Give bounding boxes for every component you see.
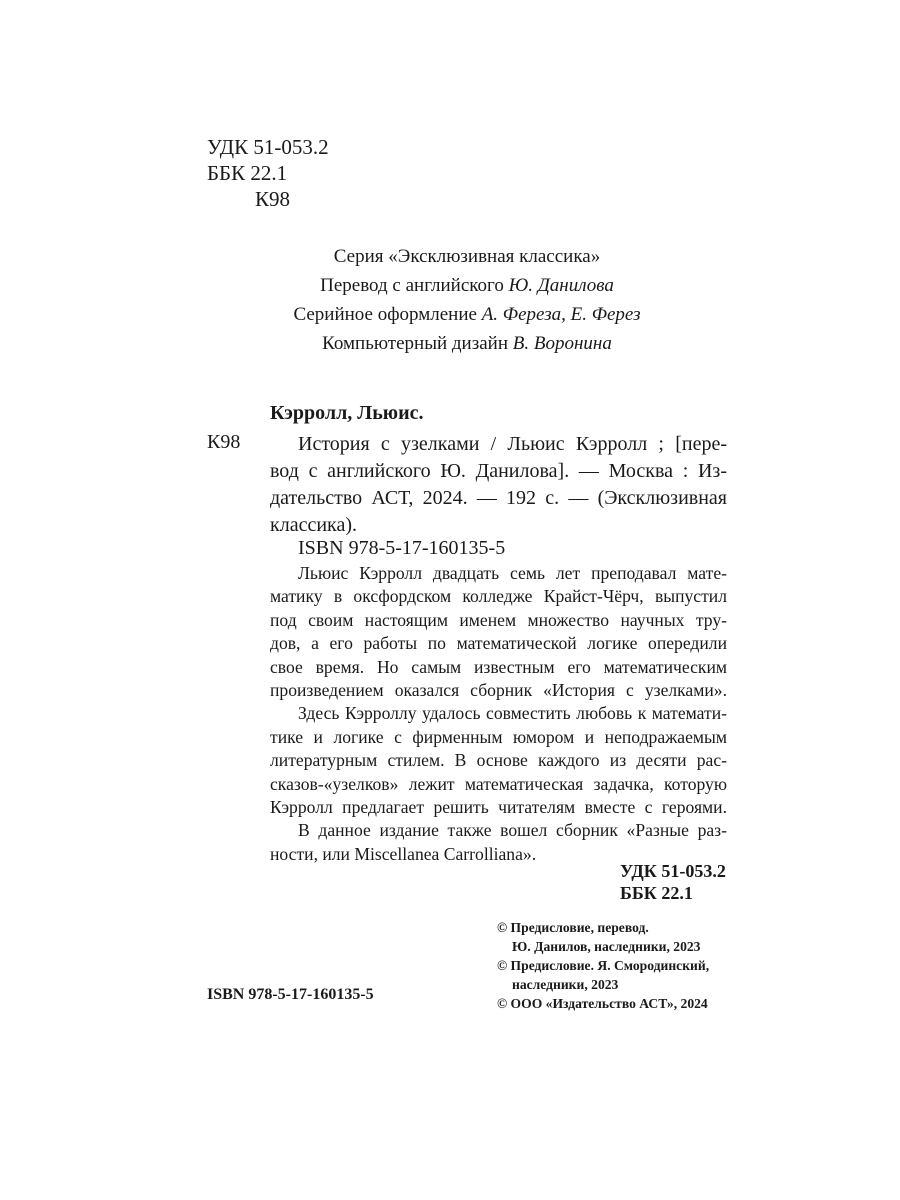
biblio-line: вод с английского Ю. Данилова]. — Москва : Из- (270, 460, 727, 482)
author-mark: К98 (255, 187, 291, 211)
isbn-bottom: ISBN 978-5-17-160135-5 (207, 986, 374, 1003)
udk-code: УДК 51-053.2 (207, 135, 329, 159)
annotation-line: В данное издание также вошел сборник «Разные раз- (298, 820, 727, 841)
translation-line (207, 271, 727, 300)
bibliographic-mark: К98 (207, 431, 241, 453)
bibliographic-description (270, 431, 727, 539)
annotation-line: произведением оказался сборник «История с узелками». (270, 680, 727, 701)
udk-code-footer: УДК 51-053.2 (620, 861, 726, 881)
annotation-line: ности, или Miscellanea Carrolliana». (270, 843, 537, 864)
biblio-line: классика). (270, 514, 357, 536)
copyright-block (497, 918, 737, 1013)
annotation-line: сказов-«узелков» лежит математическая задачка, которую (270, 773, 727, 794)
author-heading: Кэрролл, Льюис. (270, 402, 424, 424)
design-label: Серийное оформление (293, 304, 482, 325)
annotation-line: дов, а его работы по математической логике опередили (270, 633, 727, 654)
translation-label: Перевод с английского (320, 275, 509, 296)
annotation-line: литературным стилем. В основе каждого из десяти рас- (270, 750, 727, 771)
copyright-line: Ю. Данилов, наследники, 2023 (512, 939, 701, 954)
bbk-code: ББК 22.1 (207, 161, 288, 185)
biblio-line: История с узелками / Льюис Кэрролл ; [пере- (298, 433, 727, 455)
copyright-line: наследники, 2023 (512, 977, 619, 992)
annotation-line: Кэрролл предлагает решить читателям вместе с героями. (270, 797, 727, 818)
biblio-line: дательство АСТ, 2024. — 192 с. — (Эксклюзивная (270, 487, 727, 509)
annotation-line: тике и логике с фирменным юмором и неподражаемым (270, 726, 727, 747)
credits-block (207, 242, 727, 358)
translator-name: Ю. Данилова (508, 275, 614, 296)
bbk-code-footer: ББК 22.1 (620, 883, 693, 903)
annotation-line: свое время. Но самым известным его математическим (270, 656, 727, 677)
classification-codes (207, 134, 329, 212)
design-line (207, 300, 727, 329)
copyright-line: © Предисловие, перевод. (497, 920, 649, 935)
footer-classification-codes (620, 860, 726, 904)
annotation (270, 562, 727, 866)
annotation-line: Льюис Кэрролл двадцать семь лет преподавал мате- (298, 563, 727, 583)
designer-names: А. Фереза, Е. Ферез (481, 304, 641, 325)
computer-designer-name: В. Воронина (512, 333, 612, 354)
isbn-line: ISBN 978-5-17-160135-5 (298, 537, 506, 559)
annotation-line: матику в оксфордском колледже Крайст-Чёрч, выпустил (270, 586, 727, 607)
computer-design-line (207, 329, 727, 358)
computer-design-label: Компьютерный дизайн (322, 333, 513, 354)
annotation-line: под своим настоящим именем множество научных тру- (270, 609, 727, 630)
series-line: Серия «Эксклюзивная классика» (333, 246, 601, 267)
copyright-line: © ООО «Издательство АСТ», 2024 (497, 996, 708, 1011)
annotation-line: Здесь Кэрроллу удалось совместить любовь к математи- (298, 703, 727, 724)
copyright-line: © Предисловие. Я. Смородинский, (497, 958, 710, 973)
